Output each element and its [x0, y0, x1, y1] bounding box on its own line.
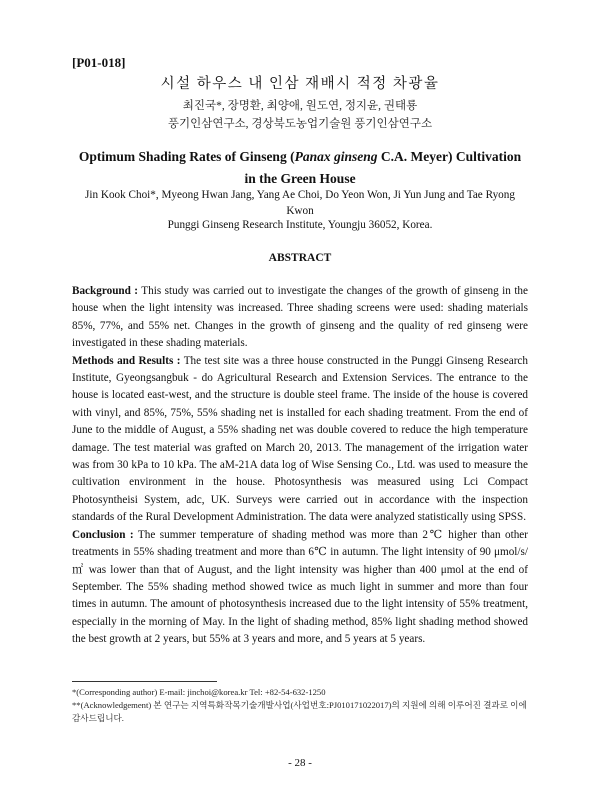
abstract-heading: ABSTRACT	[268, 252, 332, 264]
english-title-part: C.A. Meyer) Cultivation in the Green House	[244, 149, 522, 186]
footnote-divider	[72, 681, 217, 682]
background-text: This study was carried out to investigate the changes of the growth of ginseng in the house when the light intensity was increased. Three shading screens were used: shading materials 85%, 77%, and 55% net. Changes in the growth of ginseng and the quality of red ginseng were investigated in these shading materials.	[72, 285, 528, 350]
english-affiliation: Punggi Ginseng Research Institute, Youngju 36052, Korea.	[167, 219, 433, 231]
korean-title: 시설 하우스 내 인삼 재배시 적정 차광율	[160, 76, 440, 92]
english-authors: Jin Kook Choi*, Myeong Hwan Jang, Yang Ae Choi, Do Yeon Won, Ji Yun Jung and Tae Ryong Kwon	[85, 189, 515, 217]
abstract-body	[72, 283, 528, 649]
abstract-code: [P01-018]	[72, 55, 126, 70]
species-name: Panax ginseng	[294, 149, 378, 164]
methods-text: The test site was a three house constructed in the Punggi Ginseng Research Institute, Gyeongsangbuk - do Agricultural Research and Extension Services. The entrance to the house is located east-west, and the structure is double steel frame. The inside of the house is covered with vinyl, and 85%, 75%, 55% shading net is installed for each shading treatment. From the end of June to the middle of August, a 55% shading net was double covered to reduce the high temperature damage. The test material was grafted on March 20, 2013. The management of the irrigation water was from 30 kPa to 10 kPa. The aM-21A data log of Wise Sensing Co., Ltd. was used to measure the cultivation environment in the house. Photosynthesis was measured using Lci Compact Photosyntheisi System, adc, UK. Surveys were carried out in accordance with the inspection standards of the Rural Development Administration. The data were analyzed statistically using SPSS.	[72, 354, 528, 524]
english-title-part: Optimum Shading Rates of Ginseng (	[78, 149, 295, 164]
background-paragraph	[72, 283, 528, 353]
conclusion-label: Conclusion :	[72, 528, 134, 541]
korean-authors: 최진국*, 장명환, 최양애, 원도연, 정지윤, 권태룡	[182, 100, 418, 112]
conclusion-text: The summer temperature of shading method was more than 2℃ higher than other treatments in 55% shading treatment and more than 6℃ in autumn. The light intensity of 90 μmol/s/㎡ was lower than that of August, and the light intensity was higher than 400 μmol at the end of September. The 55% shading method showed twice as much light in summer and more than four times in autumn. The amount of photosynthesis increased due to the light intensity of 55% treatment, especially in the morning of May. In the light of shading method, 85% light shading method showed the best growth at 2 years, but 55% at 3 years and more, and 5 years at 5 years.	[72, 528, 528, 646]
korean-affiliation: 풍기인삼연구소, 경상북도농업기술원 풍기인삼연구소	[167, 118, 433, 130]
conclusion-paragraph	[72, 527, 528, 649]
page-number: - 28 -	[288, 757, 312, 769]
methods-paragraph	[72, 353, 528, 527]
background-label: Background :	[72, 285, 139, 297]
footnotes	[72, 686, 528, 725]
methods-label: Methods and Results :	[72, 354, 181, 367]
footnote-acknowledgement: **(Acknowledgement) 본 연구는 지역특화작목기술개발사업(사업번호:PJ010171022017)의 지원에 의해 이루어진 결과로 이에 감사드립니다.	[72, 700, 527, 723]
english-title	[72, 146, 528, 190]
footnote-corresponding: *(Corresponding author) E-mail: jinchoi@korea.kr Tel: +82-54-632-1250	[72, 687, 326, 697]
